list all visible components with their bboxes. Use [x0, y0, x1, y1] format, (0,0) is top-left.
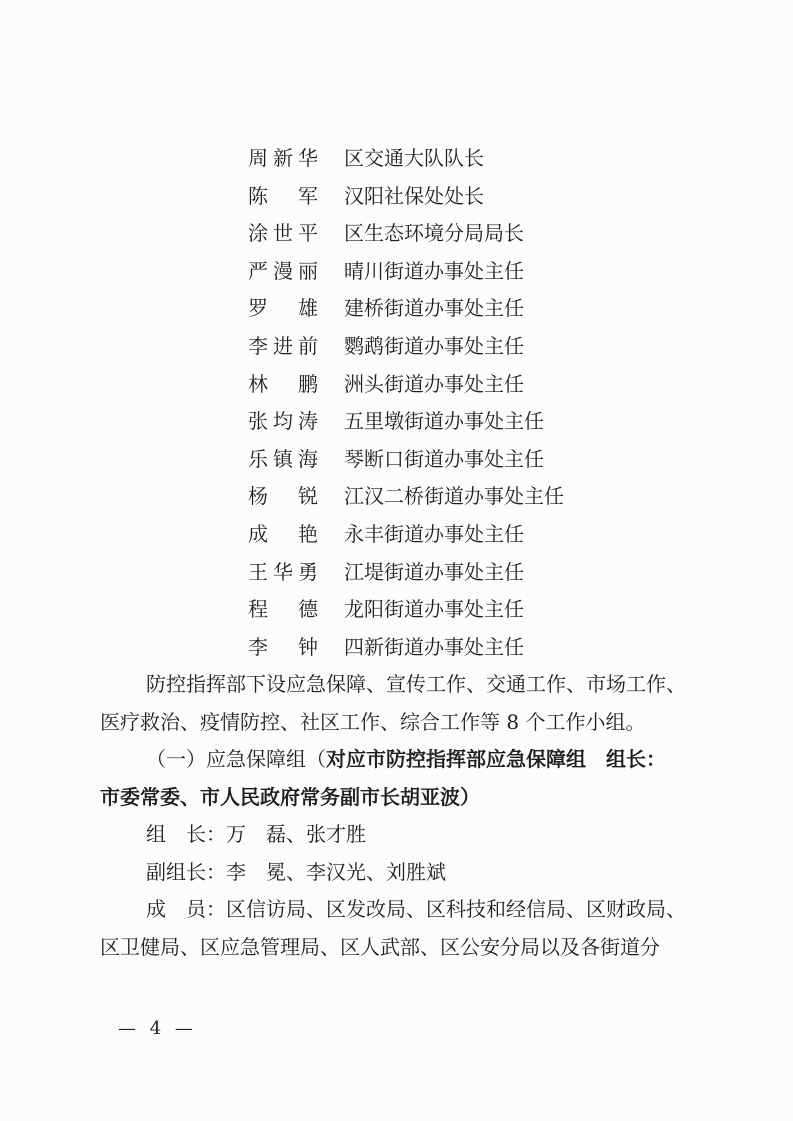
member-name: 严漫丽	[248, 258, 318, 283]
member-name: 周新华	[248, 146, 318, 170]
member-role: 晴川街道办事处主任	[344, 258, 524, 283]
member-role: 江堤街道办事处主任	[344, 559, 524, 584]
member-list	[0, 140, 793, 666]
member-name: 成 艳	[248, 521, 318, 546]
group-heading-line-1	[146, 741, 666, 779]
group-deputy: 副组长：李 冕、李汉光、刘胜斌	[146, 860, 446, 884]
page-number: — 4 —	[118, 1018, 197, 1039]
member-role: 鹦鹉街道办事处主任	[344, 333, 524, 358]
group-heading-line-2: 市委常委、市人民政府常务副市长胡亚波）	[100, 785, 480, 809]
member-name: 涂世平	[248, 221, 318, 246]
group-leader: 组 长：万 磊、张才胜	[146, 822, 366, 846]
group-members-line-1: 成 员：区信访局、区发改局、区科技和经信局、区财政局、	[146, 897, 686, 921]
member-role: 区交通大队队长	[344, 146, 484, 170]
member-row	[0, 441, 793, 479]
group-heading-normal: （一）应急保障组（	[146, 747, 326, 771]
member-row	[0, 178, 793, 216]
member-role: 四新街道办事处主任	[344, 634, 524, 659]
member-row	[0, 366, 793, 404]
member-row	[0, 516, 793, 554]
member-role: 区生态环境分局局长	[344, 221, 524, 246]
member-row	[0, 403, 793, 441]
member-name: 杨 锐	[248, 484, 318, 509]
member-row	[0, 290, 793, 328]
intro-line-1: 防控指挥部下设应急保障、宣传工作、交通工作、市场工作、	[146, 672, 686, 696]
member-row	[0, 478, 793, 516]
member-row	[0, 328, 793, 366]
member-role: 龙阳街道办事处主任	[344, 597, 524, 622]
member-row	[0, 554, 793, 592]
member-role: 五里墩街道办事处主任	[344, 409, 544, 434]
member-name: 陈 军	[248, 183, 318, 208]
member-row	[0, 253, 793, 291]
member-name: 李进前	[248, 333, 318, 358]
member-row	[0, 591, 793, 629]
member-role: 洲头街道办事处主任	[344, 371, 524, 396]
group-heading-bold: 对应市防控指挥部应急保障组 组长：	[326, 747, 666, 771]
intro-line-2: 医疗救治、疫情防控、社区工作、综合工作等 8 个工作小组。	[100, 710, 646, 734]
member-role: 琴断口街道办事处主任	[344, 446, 544, 471]
member-name: 林 鹏	[248, 371, 318, 396]
member-name: 张均涛	[248, 409, 318, 434]
member-name: 王华勇	[248, 559, 318, 584]
member-role: 建桥街道办事处主任	[344, 296, 524, 321]
member-row	[0, 629, 793, 667]
member-role: 汉阳社保处处长	[344, 183, 484, 208]
member-row	[0, 140, 793, 178]
member-role: 江汉二桥街道办事处主任	[344, 484, 564, 509]
member-name: 罗 雄	[248, 296, 318, 321]
group-members-line-2: 区卫健局、区应急管理局、区人武部、区公安分局以及各街道分	[100, 935, 660, 959]
member-row	[0, 215, 793, 253]
member-name: 程 德	[248, 597, 318, 622]
member-name: 李 钟	[248, 634, 318, 659]
member-role: 永丰街道办事处主任	[344, 521, 524, 546]
member-name: 乐镇海	[248, 446, 318, 471]
